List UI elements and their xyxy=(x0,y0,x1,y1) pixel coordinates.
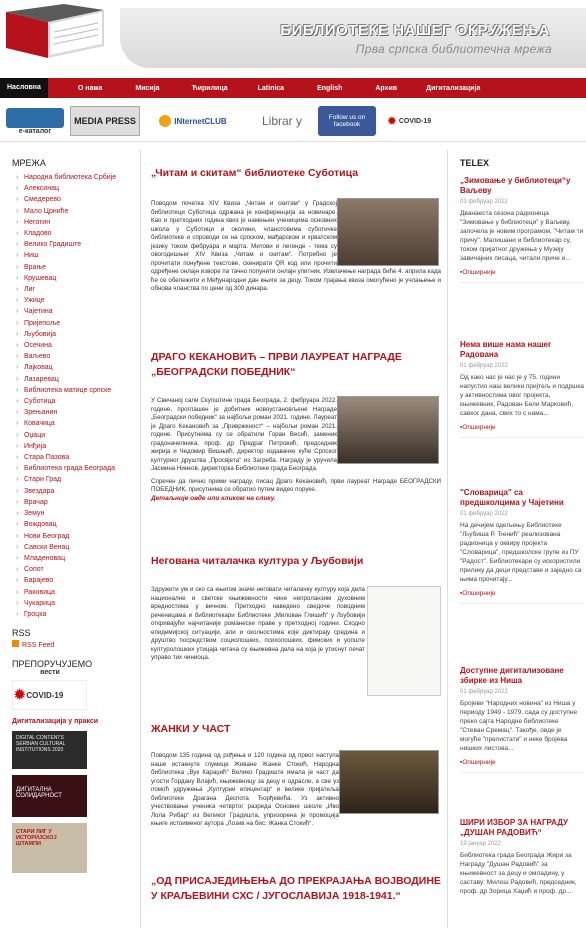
covid-box[interactable]: ✹ COVID-19 xyxy=(12,680,87,710)
article-title[interactable]: ЖАНКИ У ЧАСТ xyxy=(151,723,231,735)
news-item xyxy=(460,488,584,604)
site-header xyxy=(0,0,586,78)
network-link[interactable]: › Врачар xyxy=(0,497,140,508)
news-date: 03 фебруар 2022 xyxy=(460,199,508,205)
digitalization-link[interactable]: Дигитализација у пракси xyxy=(12,718,99,726)
network-link[interactable]: › Мало Црниће xyxy=(0,206,140,217)
network-link[interactable]: › Ужице xyxy=(0,295,140,306)
article-title[interactable]: ДРАГО КЕКАНОВИЋ – ПРВИ ЛАУРЕАТ НАГРАДЕ „БЕОГРАДСКИ ПОБЕДНИК“ xyxy=(151,351,402,378)
article-kekanovic xyxy=(151,350,441,502)
left-sidebar xyxy=(0,150,140,928)
network-link[interactable]: › Суботица xyxy=(0,396,140,407)
network-link[interactable]: › Барајево xyxy=(0,575,140,586)
read-more-link[interactable]: ▪Опширније xyxy=(460,269,584,283)
nav-latinica[interactable]: Latinica xyxy=(257,84,285,92)
article-text: Здружити ум и око са књигом значи неговати читалачку културу која дела националне и светске књижевности чине непроланзим духовним вредностима у вечном. Претходно наведено сведоче поводним реченицама и библиотекари Библиотеке „Милован Глишић“ у Љубовији откривајући најчитаније романеске праве у претходној години. Сходно епидемијској ситуацији, али и околностима које диктирају средина и друштво посредством социолошких, психолошких, фимских и уопште културолошких утицаја читача су књижевна дела на која је утиснут печат управо тих чиниоца. xyxy=(151,586,365,662)
covid-banner[interactable]: ✹ COVID-19 xyxy=(386,114,432,128)
main-content xyxy=(140,150,448,928)
nav-english[interactable]: English xyxy=(317,84,343,92)
internet-club-banner[interactable]: INternetCLUB xyxy=(154,106,232,136)
network-link[interactable]: › Алексинац xyxy=(0,183,140,194)
bullet-icon: ▪ xyxy=(460,590,463,597)
network-link[interactable]: › Вождовац xyxy=(0,519,140,530)
news-text: Библиотека града Београда Жири за Награду "Душан Радовић" за књижевност за децу и омладину, у саставу: Милош Радовић, председник, проф. др Зорица Хаџић и проф. др... xyxy=(460,852,577,895)
news-item xyxy=(460,340,584,438)
network-link[interactable]: › Лајковац xyxy=(0,362,140,373)
nav-cyrillic[interactable]: Ћирилица xyxy=(191,84,228,92)
network-link[interactable]: › Ваљево xyxy=(0,351,140,362)
media-press-banner[interactable]: MEDIA PRESS xyxy=(70,106,140,136)
news-date: 01 фебруар 2022 xyxy=(460,511,508,517)
ekatalog-label: e-каталог xyxy=(18,127,52,135)
network-link[interactable]: › Чајетина xyxy=(0,306,140,317)
partner-strip xyxy=(0,100,586,142)
article-photo[interactable] xyxy=(339,750,439,814)
network-link[interactable]: › Ковачица xyxy=(0,418,140,429)
nav-digitalization[interactable]: Дигитализација xyxy=(426,84,481,92)
nav-home[interactable]: Насловна xyxy=(0,78,48,98)
recommend-sub: вести xyxy=(40,669,60,677)
news-date: 01 фебруар 2022 xyxy=(460,363,508,369)
network-link[interactable]: › Сопот xyxy=(0,564,140,575)
bullet-icon: ▪ xyxy=(460,269,463,276)
read-more-link[interactable]: ▪Опширније xyxy=(460,759,584,773)
bullet-icon: ▪ xyxy=(460,424,463,431)
news-item xyxy=(460,666,584,773)
news-date: 19 јануар 2022 xyxy=(460,841,501,847)
network-link[interactable]: › Земун xyxy=(0,508,140,519)
nav-about[interactable]: О нама xyxy=(77,84,103,92)
network-link[interactable]: › Стари Град xyxy=(0,474,140,485)
article-text-2: Спречен да лично прими награду, писац Драго Кекановић, први лауреат Награде БЕОГРАДСКИ ПОБЕДНИК, присутнима се обратио путем видео поруке. xyxy=(151,477,441,494)
recommend-heading: ПРЕПОРУЧУЈЕМО xyxy=(12,659,93,670)
news-date: 01 фебруар 2022 xyxy=(460,689,508,695)
network-link[interactable]: › Неготин xyxy=(0,217,140,228)
news-item xyxy=(460,176,584,283)
network-link[interactable]: › Народна библиотека Србије xyxy=(0,172,140,183)
news-text: На дечијем одељењу Библиотеке "Љубиша Р. Ђенић" реализована радионица у оквиру пројекта "Словарица", предшколске групе из ПУ "Радост". Библиотекари су искористили прилику да деци представе и заједно са њима прочитају... xyxy=(460,522,582,583)
ekatalog-button[interactable] xyxy=(6,106,64,136)
read-more-link[interactable]: ▪Опширније xyxy=(460,590,584,604)
network-link[interactable]: › Лиг xyxy=(0,284,140,295)
internet-club-icon xyxy=(159,115,171,127)
article-text: Поводом почетка XIV Квиза „Читам и скитам“ у Градској библиотеци Суботица одржана је конференција за новинаре. Као и претходних година квиз је намењен ученицима основних школа у Суботици и околини, чланотовима суботичке библиотеке и спроводи се на српском, мађарском и хрватском језику током фебруара и марта. Митови и легенде - тема су овогодишњег XIV Квиза „Читам и скитам“. Потребно је прочитати понуђене текстове, скенирати QR код или прочити одређене онлајн изворе па тачно попунити онлајн упитник. Извлачење награда биће 4. априла када ће се обележити и Међународни дан књиге за децу. Током трајања квиза омогућено је учлањење и обнова чланства по цени од 300 динара. xyxy=(151,200,441,293)
article-title[interactable]: „Читам и скитам“ библиотеке Суботица xyxy=(151,167,359,179)
telex-heading: TELEX xyxy=(460,158,490,168)
network-link[interactable]: › Нови Београд xyxy=(0,531,140,542)
news-text: Дванаеста сезона радионица "Зимовање у библиотеци" у Ваљеву, започела је новим програмом, "Читам ти причу". Малишани и библиотекар су, током пријатног дружења у Музеју завичајних писаца, читали приче и... xyxy=(460,210,584,262)
main-nav xyxy=(0,78,586,98)
article-ljubovija xyxy=(151,554,441,696)
network-heading: МРЕЖА xyxy=(12,158,46,168)
network-link[interactable]: › Инђија xyxy=(0,441,140,452)
article-photo[interactable] xyxy=(337,396,439,464)
news-text: Од како нас је нас је у 75. години напустио наш велики пријтељ и подршка у активностима овог пројекта, књижевник, Радован Бели Марковић, савког дана, свих то с нама... xyxy=(460,374,584,417)
network-link[interactable]: › Библиотека града Београда xyxy=(0,463,140,474)
news-title[interactable]: ШИРИ ИЗБОР ЗА НАГРАДУ „ДУШАН РАДОВИЋ“ xyxy=(460,818,568,837)
network-link[interactable]: › Ниш xyxy=(0,250,140,261)
network-link[interactable]: › Чукарица xyxy=(0,598,140,609)
bullet-icon: ▪ xyxy=(460,759,463,766)
news-text: Бројеви "Народних новина" из Ниша у периоду 1949 - 1979. сада су доступне преко сајта Народне библиотеке "Стеван Сремац". Такође, овде је могуће "прелистати" и неке бројева нишких листова... xyxy=(460,700,578,752)
libraray-banner[interactable]: Librar y xyxy=(261,114,302,128)
site-title: БИБЛИОТЕКЕ НАШЕГ ОКРУЖЕЊА xyxy=(280,22,550,39)
article-text: Поводом 135 година од рођења и 120 година од првог наступа наше истакнуте глумице Живане Жанке Стокић, Народна библиотека „Вук Караџић“ Велико Градиште имала је част да угости Гордану Влајић, књижевницу за децу и одрасле, а све уз помоћ удружења „Културни епицентар“ и велике пријатеља библиотеке Драгана Деспота Ђорђевића. Уз активно учествовање ученика четвртог разреда Основне школе „Иво Лола Рибар“ из Великог Градишта, упризорена је промоција књиге истоименог аутора „Лозив на бис: Жанка Стокић“. xyxy=(151,752,339,828)
digital-contents-box[interactable]: DIGITAL CONTENTS SERBIAN CULTURAL INSTITUTIONS 2020 xyxy=(12,731,87,769)
network-link[interactable]: › Смедерево xyxy=(0,194,140,205)
network-link[interactable]: › Љубовија xyxy=(0,329,140,340)
news-title[interactable]: "Словарица" са предшколцима у Чајетини xyxy=(460,488,564,507)
facebook-banner[interactable]: Follow us on facebook xyxy=(318,106,376,136)
nav-archive[interactable]: Архив xyxy=(375,84,398,92)
book-logo-icon[interactable] xyxy=(4,2,112,62)
network-link[interactable]: › Осечина xyxy=(0,340,140,351)
news-item xyxy=(460,818,584,896)
article-photo[interactable] xyxy=(337,198,439,266)
covid-virus-icon: ✹ xyxy=(13,687,27,705)
right-sidebar xyxy=(452,150,586,928)
network-link[interactable]: › Раковица xyxy=(0,587,140,598)
network-link[interactable]: › Крушевац xyxy=(0,273,140,284)
digital-solidarity-box[interactable]: ДИГИТАЛНА СОЛИДАРНОСТ xyxy=(12,775,87,817)
news-title[interactable]: „Зимовање у библиотеци“у Ваљеву xyxy=(460,176,571,195)
article-text: У Свечаној сали Скупштине града Београда, 2. фебруара 2022. године, проглашен је добитник новоустановљене Награде „Београдски победник“ за најбољи роман 2021. године. Лауреат је Драго Кекановић за „Привржкност“ – најбољи роман 2021. године. Присутнима су се обратили Горан Весић, заменик градоначелника, проф. др Предраг Петровић, председник жирија и Чедомир Вишњић, директор издавачке куће Српског културног друштва „Просвјета“ из Загреба. Награду је уручила Јасмина Нинков, директорка Библиотеке града Београда. xyxy=(151,397,337,473)
article-zanka xyxy=(151,722,441,829)
article-subotica xyxy=(151,166,441,294)
article-details-link[interactable]: Детаљније овде или кликом на слику. xyxy=(151,495,276,503)
network-link[interactable]: › Зрењанин xyxy=(0,407,140,418)
rss-feed-link[interactable]: RSS Feed xyxy=(0,640,140,649)
network-link[interactable]: › Кладово xyxy=(0,228,140,239)
article-title[interactable]: „ОД ПРИСАЈЕДИЊЕЊА ДО ПРЕКРАЈАЊА ВОЈВОДИНЕ У КРАЉЕВИНИ СХС / ЈУГОСЛАВИЈА 1918-1941.“ xyxy=(151,875,441,902)
network-link[interactable]: › Библиотека матице српске xyxy=(0,385,140,396)
network-link[interactable]: › Стара Пазова xyxy=(0,452,140,463)
read-more-link[interactable]: ▪Опширније xyxy=(460,424,584,438)
rss-icon xyxy=(12,640,19,647)
network-link[interactable]: › Оџаци xyxy=(0,430,140,441)
news-title[interactable]: Доступне дигитализоване збирке из Ниша xyxy=(460,666,564,685)
network-link[interactable]: › Савски Венац xyxy=(0,542,140,553)
news-title[interactable]: Нема више нама нашег Радована xyxy=(460,340,552,359)
network-link[interactable]: › Велико Градиште xyxy=(0,239,140,250)
network-link[interactable]: › Гроцка xyxy=(0,609,140,620)
network-link[interactable]: › Младеновац xyxy=(0,553,140,564)
network-link[interactable]: › Лазаревац xyxy=(0,374,140,385)
article-title[interactable]: Негована читалачка култура у Љубовији xyxy=(151,555,364,567)
network-link[interactable]: › Звездара xyxy=(0,486,140,497)
site-subtitle: Прва српска библиотечна мрежа xyxy=(355,42,552,56)
network-link[interactable]: › Врање xyxy=(0,262,140,273)
covid-icon: ✹ xyxy=(386,114,397,128)
article-vojvodina xyxy=(151,874,441,904)
nav-mission[interactable]: Мисија xyxy=(135,84,160,92)
article-photo[interactable] xyxy=(367,586,441,696)
rss-heading: RSS xyxy=(12,628,31,639)
network-link[interactable]: › Пријепоље xyxy=(0,318,140,329)
old-lig-box[interactable]: СТАРИ ЛИГ У ИСТОРИЈСКОЈ ШТАМПИ xyxy=(12,823,87,873)
network-list xyxy=(0,172,140,620)
